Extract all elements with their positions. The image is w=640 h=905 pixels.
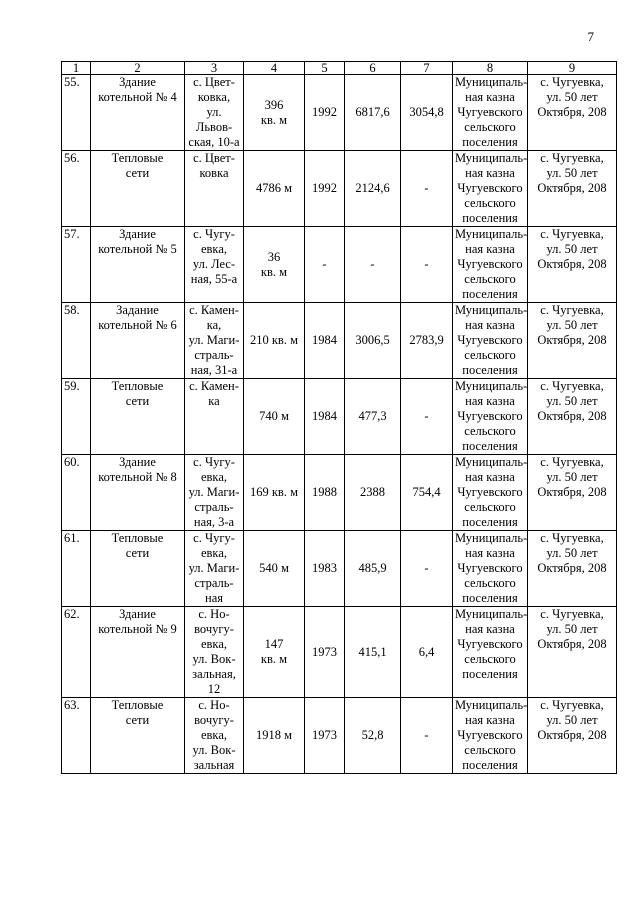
column-header-7: 7 [401, 62, 453, 75]
object-address: с. Но- вочугу- евка, ул. Вок- зальная, 12 [192, 607, 236, 696]
holder-address: с. Чугуевка, ул. 50 лет Октября, 208 [537, 455, 607, 499]
object-address: с. Цвет- ковка, ул. Львов- ская, 10-а [188, 75, 240, 149]
table-row [62, 151, 617, 227]
row-number-cell [62, 379, 91, 455]
book-value: 6817,6 [355, 105, 390, 119]
residual-value: 2783,9 [409, 333, 444, 347]
holder-address-cell [528, 227, 617, 303]
owner-cell [453, 379, 528, 455]
object-name: Тепловые сети [111, 379, 164, 408]
holder-address: с. Чугуевка, ул. 50 лет Октября, 208 [537, 607, 607, 651]
object-address: с. Но- вочугу- евка, ул. Вок- зальная [192, 698, 236, 772]
row-number-cell [62, 151, 91, 227]
object-address: с. Чугу- евка, ул. Маги- страль- ная [188, 531, 240, 605]
column-number-row [62, 62, 617, 75]
object-address: с. Чугу- евка, ул. Маги- страль- ная, 3-а [188, 455, 240, 529]
object-area-cell [244, 531, 305, 607]
object-name: Тепловые сети [111, 698, 164, 727]
row-number-cell [62, 455, 91, 531]
object-name-cell [91, 607, 185, 698]
residual-value-cell [401, 75, 453, 151]
owner: Муниципаль- ная казна Чугуевского сельского поселения [455, 379, 528, 453]
object-address-cell [185, 379, 244, 455]
owner: Муниципаль- ная казна Чугуевского сельского поселения [455, 698, 528, 772]
object-name-cell [91, 303, 185, 379]
object-address-cell [185, 531, 244, 607]
object-area-cell [244, 151, 305, 227]
commission-year: 1988 [312, 485, 337, 499]
object-address-cell [185, 227, 244, 303]
owner: Муниципаль- ная казна Чугуевского сельского поселения [455, 75, 528, 149]
row-number-cell [62, 607, 91, 698]
row-number: 60. [64, 455, 80, 469]
object-address-cell [185, 303, 244, 379]
object-name: Здание котельной № 9 [98, 607, 177, 636]
object-area: 1918 м [255, 728, 293, 742]
table-row [62, 227, 617, 303]
column-header-9: 9 [528, 62, 617, 75]
book-value: 2388 [360, 485, 385, 499]
owner-cell [453, 227, 528, 303]
residual-value-cell [401, 455, 453, 531]
book-value: 485,9 [358, 561, 387, 575]
commission-year: 1973 [312, 728, 337, 742]
object-area: 740 м [259, 409, 289, 423]
object-area: 147 кв. м [260, 637, 288, 666]
residual-value: - [424, 728, 429, 742]
page-number: 7 [587, 29, 594, 44]
object-name-cell [91, 455, 185, 531]
residual-value: - [424, 181, 429, 195]
owner-cell [453, 151, 528, 227]
book-value-cell [345, 379, 401, 455]
row-number: 55. [64, 75, 80, 89]
column-header-8: 8 [453, 62, 528, 75]
owner: Муниципаль- ная казна Чугуевского сельского поселения [455, 303, 528, 377]
object-name-cell [91, 75, 185, 151]
commission-year-cell [305, 303, 345, 379]
table-row [62, 698, 617, 774]
table-row [62, 531, 617, 607]
column-header-5: 5 [305, 62, 345, 75]
owner: Муниципаль- ная казна Чугуевского сельского поселения [455, 151, 528, 225]
residual-value: 6,4 [418, 644, 435, 659]
object-area-cell [244, 698, 305, 774]
holder-address: с. Чугуевка, ул. 50 лет Октября, 208 [537, 531, 607, 575]
object-area: 4786 м [255, 181, 293, 195]
object-area-cell [244, 455, 305, 531]
commission-year: 1984 [312, 409, 337, 423]
commission-year: - [322, 257, 327, 271]
residual-value: - [424, 561, 429, 575]
holder-address: с. Чугуевка, ул. 50 лет Октября, 208 [537, 227, 607, 271]
holder-address-cell [528, 151, 617, 227]
column-header-6: 6 [345, 62, 401, 75]
holder-address-cell [528, 379, 617, 455]
residual-value-cell [401, 379, 453, 455]
book-value-cell [345, 531, 401, 607]
row-number: 56. [64, 151, 80, 165]
residual-value-cell [401, 531, 453, 607]
object-address-cell [185, 455, 244, 531]
object-area: 36 кв. м [260, 249, 288, 279]
residual-value-cell [401, 151, 453, 227]
book-value-cell [345, 607, 401, 698]
holder-address-cell [528, 531, 617, 607]
owner: Муниципаль- ная казна Чугуевского сельского поселения [455, 455, 528, 529]
commission-year: 1973 [312, 644, 337, 659]
holder-address: с. Чугуевка, ул. 50 лет Октября, 208 [537, 698, 607, 742]
object-area-cell [244, 75, 305, 151]
object-address-cell [185, 698, 244, 774]
row-number-cell [62, 227, 91, 303]
commission-year-cell [305, 379, 345, 455]
row-number: 59. [64, 379, 80, 393]
table-body [62, 75, 617, 774]
owner-cell [453, 303, 528, 379]
column-header-3: 3 [185, 62, 244, 75]
residual-value: 754,4 [412, 485, 441, 499]
object-name: Тепловые сети [111, 151, 164, 180]
object-name-cell [91, 531, 185, 607]
object-address: с. Камен- ка [189, 379, 239, 408]
holder-address-cell [528, 303, 617, 379]
table-row [62, 303, 617, 379]
table-row [62, 75, 617, 151]
book-value-cell [345, 303, 401, 379]
commission-year-cell [305, 75, 345, 151]
table-row [62, 455, 617, 531]
object-name-cell [91, 698, 185, 774]
holder-address-cell [528, 75, 617, 151]
object-address: с. Чугу- евка, ул. Лес- ная, 55-а [190, 227, 238, 286]
row-number-cell [62, 698, 91, 774]
book-value-cell [345, 455, 401, 531]
book-value: 477,3 [358, 409, 387, 423]
book-value: - [370, 257, 375, 271]
object-area-cell [244, 303, 305, 379]
residual-value-cell [401, 698, 453, 774]
owner-cell [453, 607, 528, 698]
book-value: 415,1 [358, 644, 387, 659]
owner: Муниципаль- ная казна Чугуевского сельского поселения [455, 531, 528, 605]
commission-year: 1992 [312, 181, 337, 195]
commission-year-cell [305, 227, 345, 303]
object-name: Здание котельной № 5 [98, 227, 177, 256]
row-number: 57. [64, 227, 80, 241]
residual-value-cell [401, 227, 453, 303]
owner: Муниципаль- ная казна Чугуевского сельского поселения [455, 607, 528, 681]
owner-cell [453, 455, 528, 531]
holder-address-cell [528, 455, 617, 531]
commission-year: 1992 [312, 105, 337, 119]
commission-year-cell [305, 531, 345, 607]
book-value: 2124,6 [355, 181, 390, 195]
row-number-cell [62, 531, 91, 607]
holder-address-cell [528, 698, 617, 774]
column-header-1: 1 [62, 62, 91, 75]
object-area: 169 кв. м [249, 485, 298, 499]
owner-cell [453, 75, 528, 151]
object-address-cell [185, 607, 244, 698]
book-value-cell [345, 698, 401, 774]
residual-value-cell [401, 303, 453, 379]
object-name-cell [91, 379, 185, 455]
book-value: 52,8 [361, 728, 384, 742]
holder-address: с. Чугуевка, ул. 50 лет Октября, 208 [537, 303, 607, 347]
object-name: Здание котельной № 8 [98, 455, 177, 484]
commission-year-cell [305, 698, 345, 774]
object-area: 210 кв. м [249, 333, 298, 347]
object-area: 540 м [259, 561, 289, 575]
residual-value-cell [401, 607, 453, 698]
row-number: 58. [64, 303, 80, 317]
holder-address: с. Чугуевка, ул. 50 лет Октября, 208 [537, 75, 607, 119]
row-number: 62. [64, 607, 80, 621]
row-number: 63. [64, 698, 80, 712]
commission-year-cell [305, 607, 345, 698]
object-name-cell [91, 227, 185, 303]
object-address: с. Цвет- ковка [193, 151, 235, 180]
column-header-4: 4 [244, 62, 305, 75]
row-number-cell [62, 75, 91, 151]
row-number: 61. [64, 531, 80, 545]
holder-address-cell [528, 607, 617, 698]
object-address-cell [185, 151, 244, 227]
object-address-cell [185, 75, 244, 151]
residual-value: 3054,8 [409, 105, 444, 119]
book-value-cell [345, 151, 401, 227]
object-area: 396 кв. м [260, 97, 288, 127]
object-name: Тепловые сети [111, 531, 164, 560]
table-row [62, 379, 617, 455]
commission-year-cell [305, 151, 345, 227]
table-row [62, 607, 617, 698]
book-value-cell [345, 227, 401, 303]
property-registry-table [61, 61, 617, 774]
object-area-cell [244, 227, 305, 303]
holder-address: с. Чугуевка, ул. 50 лет Октября, 208 [537, 379, 607, 423]
commission-year: 1984 [312, 333, 337, 347]
commission-year-cell [305, 455, 345, 531]
book-value: 3006,5 [355, 333, 390, 347]
owner-cell [453, 698, 528, 774]
residual-value: - [424, 409, 429, 423]
column-header-2: 2 [91, 62, 185, 75]
book-value-cell [345, 75, 401, 151]
object-name-cell [91, 151, 185, 227]
row-number-cell [62, 303, 91, 379]
commission-year: 1983 [312, 561, 337, 575]
object-name: Задание котельной № 6 [98, 303, 177, 332]
owner-cell [453, 531, 528, 607]
residual-value: - [424, 257, 429, 271]
object-name: Здание котельной № 4 [98, 75, 177, 104]
holder-address: с. Чугуевка, ул. 50 лет Октября, 208 [537, 151, 607, 195]
object-address: с. Камен- ка, ул. Маги- страль- ная, 31-а [188, 303, 240, 377]
owner: Муниципаль- ная казна Чугуевского сельского поселения [455, 227, 528, 301]
object-area-cell [244, 379, 305, 455]
object-area-cell [244, 607, 305, 698]
